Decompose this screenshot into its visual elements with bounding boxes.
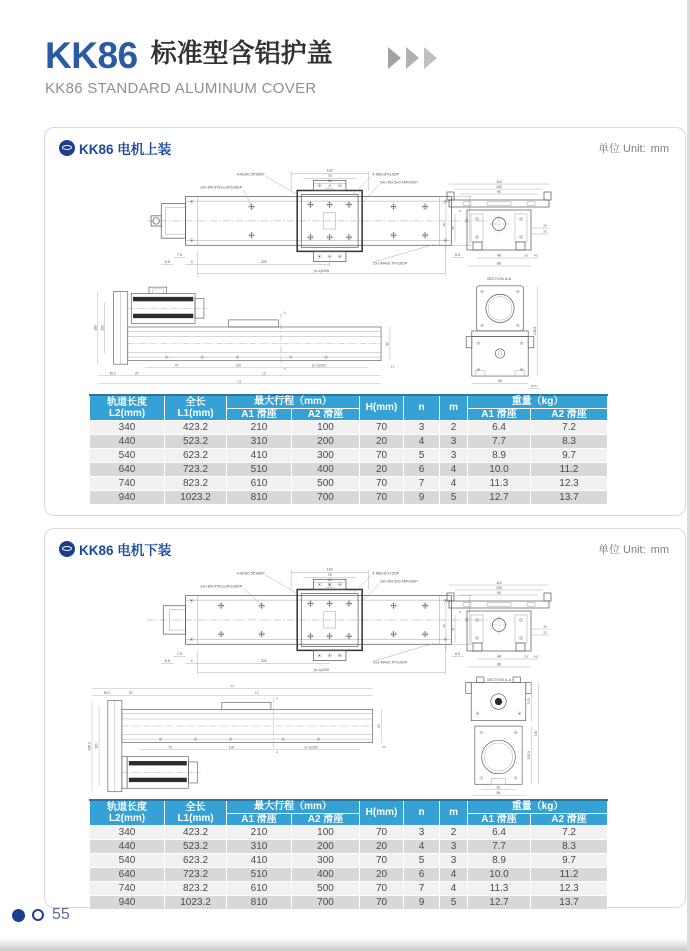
- dim-label: 100: [228, 745, 235, 750]
- end-view-drawing: [453, 677, 544, 797]
- table-row: [90, 449, 608, 463]
- brand-badge-icon: [59, 140, 75, 156]
- dim-label: 108.5: [533, 326, 538, 336]
- table-cell: 700: [292, 896, 360, 910]
- table-cell: 423.2: [165, 826, 227, 840]
- table-cell: 11.2: [531, 463, 608, 477]
- table-cell: 4: [440, 463, 468, 477]
- table-cell: 623.2: [165, 854, 227, 868]
- table-cell: 1023.2: [165, 491, 227, 505]
- table-cell: 200: [292, 435, 360, 449]
- table-cell: 3: [404, 826, 440, 840]
- dim-label: 118: [326, 567, 333, 572]
- table-cell: 5: [440, 896, 468, 910]
- dim-label: 50.2: [103, 690, 111, 695]
- dim-label: 86: [498, 379, 502, 384]
- col-header-m: m: [440, 800, 468, 826]
- section-caption: SECTION A-A: [486, 678, 512, 682]
- dim-label: 30: [543, 223, 547, 228]
- table-cell: 510: [227, 463, 292, 477]
- table-cell: 70: [360, 896, 404, 910]
- table-cell: 4: [404, 840, 440, 854]
- dim-label: 74: [465, 617, 470, 622]
- table-cell: 500: [292, 477, 360, 491]
- dim-label: 100: [496, 184, 502, 189]
- panel-motor-bottom: [44, 528, 686, 908]
- table-cell: 823.2: [165, 477, 227, 491]
- thread-spec-label: 4-M3x0.5Px6DP: [236, 571, 265, 576]
- table-cell: 940: [90, 491, 165, 505]
- table-cell: 8.3: [531, 435, 608, 449]
- table-cell: 440: [90, 840, 165, 854]
- dim-label: 31: [451, 627, 455, 631]
- dim-label: 74: [465, 218, 470, 223]
- unit-label: 单位 Unit:: [597, 143, 646, 155]
- col-header-l1: 全长 L1(mm): [165, 800, 227, 826]
- panel-header: [59, 138, 669, 158]
- table-row: [90, 435, 608, 449]
- col-header-l2: 轨道长度 L2(mm): [90, 800, 165, 826]
- dim-label: 60: [377, 724, 382, 728]
- col-header-a1: A1 滑座: [227, 813, 292, 826]
- table-row: [90, 840, 608, 854]
- table-cell: 6.4: [468, 421, 531, 435]
- table-cell: 11.2: [531, 868, 608, 882]
- dim-label: 4: [190, 260, 193, 265]
- table-cell: 100: [292, 826, 360, 840]
- table-cell: 200: [292, 840, 360, 854]
- table-cell: 9: [404, 896, 440, 910]
- table-cell: 70: [360, 826, 404, 840]
- table-cell: 210: [227, 421, 292, 435]
- dim-label: 100: [235, 363, 242, 368]
- dim-label: 30: [543, 624, 547, 629]
- section-mark: A: [283, 311, 286, 315]
- section-mark: A: [276, 751, 278, 755]
- end-view-drawing: [453, 282, 547, 393]
- dim-label: 180: [93, 325, 98, 331]
- dim-label: 46: [327, 178, 332, 183]
- panel-motor-top: [44, 127, 686, 516]
- dim-label: (n-1)x200: [313, 269, 330, 274]
- pagination-dot-outline-icon: [32, 909, 44, 921]
- title-english: KK86 STANDARD ALUMINUM COVER: [45, 80, 317, 97]
- table-cell: 8.9: [468, 449, 531, 463]
- table-cell: 500: [292, 882, 360, 896]
- dim-label: 105.5: [526, 751, 531, 760]
- title-chinese: 标准型含铝护盖: [150, 38, 333, 68]
- table-row: [90, 896, 608, 910]
- table-cell: 3: [440, 840, 468, 854]
- dim-label: 5: [459, 610, 461, 614]
- dim-label: 6.5: [454, 651, 461, 656]
- table-row: [90, 421, 608, 435]
- table-cell: 423.2: [165, 421, 227, 435]
- section-view-drawing: [443, 180, 555, 288]
- spec-table: [89, 394, 608, 505]
- table-cell: 9: [404, 491, 440, 505]
- unit-value: mm: [650, 544, 669, 556]
- table-cell: 70: [360, 854, 404, 868]
- table-cell: 70: [360, 477, 404, 491]
- col-header-a2: A2 滑座: [292, 813, 360, 826]
- table-cell: 410: [227, 449, 292, 463]
- table-cell: 210: [227, 826, 292, 840]
- table-cell: 6: [404, 463, 440, 477]
- table-cell: 440: [90, 435, 165, 449]
- dim-label: 70: [174, 363, 179, 368]
- table-cell: 13.7: [531, 896, 608, 910]
- table-cell: 723.2: [165, 868, 227, 882]
- table-cell: 3: [440, 435, 468, 449]
- table-cell: 2: [440, 421, 468, 435]
- col-header-weight-a2: A2 滑座: [531, 813, 608, 826]
- dim-label: 4.5: [533, 253, 539, 258]
- col-header-a1: A1 滑座: [227, 408, 292, 421]
- thread-spec-label: 4-M6x1Px12DP: [372, 172, 400, 177]
- table-cell: 5: [404, 854, 440, 868]
- table-cell: 400: [292, 463, 360, 477]
- table-cell: 12.7: [468, 896, 531, 910]
- table-cell: 810: [227, 491, 292, 505]
- table-cell: 400: [292, 868, 360, 882]
- table-cell: 940: [90, 896, 165, 910]
- table-cell: 640: [90, 463, 165, 477]
- table-cell: 7: [404, 882, 440, 896]
- dim-label: (n-1)x200: [313, 668, 330, 673]
- col-header-weight-group: 重量（kg）: [468, 800, 608, 813]
- table-cell: 300: [292, 449, 360, 463]
- top-view-drawing: [145, 166, 490, 286]
- panel-header: [59, 539, 669, 559]
- dim-label: 46: [327, 577, 332, 582]
- dim-label: 20: [524, 253, 528, 258]
- table-cell: 20: [360, 463, 404, 477]
- table-cell: 3: [404, 421, 440, 435]
- table-cell: 12.7: [468, 491, 531, 505]
- dim-label: L1: [237, 379, 242, 384]
- dim-label: (n-1)x100: [312, 363, 326, 368]
- dim-label: 86: [497, 662, 501, 667]
- dim-label: 7.5: [176, 651, 183, 656]
- col-header-weight-a1: A1 滑座: [468, 813, 531, 826]
- thread-spec-label: 4-M3x0.5Px6DP: [236, 172, 265, 177]
- table-cell: 10.0: [468, 463, 531, 477]
- table-cell: 300: [292, 854, 360, 868]
- unit-note: [598, 541, 669, 557]
- dim-label: 200: [260, 260, 267, 265]
- table-cell: 12.3: [531, 882, 608, 896]
- table-row: [90, 868, 608, 882]
- dim-label: 20: [134, 371, 139, 376]
- thread-spec-label: 5xn-M2.5x0.45Px6DP: [380, 579, 418, 584]
- table-row: [90, 826, 608, 840]
- table-cell: 7: [404, 477, 440, 491]
- table-cell: 12.3: [531, 477, 608, 491]
- pagination-dot-filled-icon: [12, 909, 25, 922]
- dim-label: 86: [497, 261, 501, 266]
- unit-note: [598, 140, 669, 156]
- section-caption: SECTION A-A: [486, 277, 512, 281]
- table-cell: 823.2: [165, 882, 227, 896]
- dim-label: 112: [496, 179, 502, 184]
- table-cell: 723.2: [165, 463, 227, 477]
- model-title: KK86: [45, 34, 138, 76]
- table-cell: 810: [227, 896, 292, 910]
- table-cell: 6.4: [468, 826, 531, 840]
- dim-label: 70: [168, 745, 172, 750]
- table-cell: 70: [360, 421, 404, 435]
- table-cell: 610: [227, 477, 292, 491]
- dim-label: 200: [260, 659, 267, 664]
- dim-label: 48: [442, 223, 446, 227]
- col-header-weight-a2: A2 滑座: [531, 408, 608, 421]
- table-cell: 4: [440, 868, 468, 882]
- section-mark: A: [276, 697, 278, 701]
- dim-label: 100: [94, 743, 99, 749]
- side-view-drawing: [87, 286, 397, 391]
- table-cell: 540: [90, 854, 165, 868]
- dim-label: L2: [262, 371, 266, 376]
- col-header-a2: A2 滑座: [292, 408, 360, 421]
- table-cell: 340: [90, 421, 165, 435]
- dim-label: 48: [442, 624, 446, 628]
- table-cell: 2: [440, 826, 468, 840]
- top-view-drawing: [145, 565, 490, 685]
- table-row: [90, 854, 608, 868]
- dim-label: 100: [496, 585, 502, 590]
- side-view-drawing: [81, 683, 389, 797]
- decorative-arrows: [388, 47, 437, 69]
- dim-label: 118: [326, 168, 333, 173]
- table-cell: 4: [440, 477, 468, 491]
- table-cell: 11.3: [468, 882, 531, 896]
- dim-label: L1: [230, 683, 235, 688]
- table-cell: 70: [360, 882, 404, 896]
- table-cell: 70: [360, 491, 404, 505]
- table-cell: 7.7: [468, 840, 531, 854]
- page-header: [45, 33, 333, 97]
- dim-label: 6.5: [164, 260, 170, 265]
- table-cell: 6: [404, 868, 440, 882]
- table-cell: 610: [227, 882, 292, 896]
- spec-table: [89, 799, 608, 910]
- table-cell: 4: [404, 435, 440, 449]
- dim-label: 185.2: [87, 742, 92, 751]
- table-cell: 640: [90, 868, 165, 882]
- unit-value: mm: [650, 143, 669, 155]
- table-cell: 10.0: [468, 868, 531, 882]
- table-cell: 510: [227, 868, 292, 882]
- table-cell: 4: [440, 882, 468, 896]
- thread-spec-label: 2xn-Ø4.07thru,Ø11x6DP: [200, 584, 243, 589]
- dim-label: 86: [496, 790, 501, 795]
- dim-label: 4: [190, 659, 193, 664]
- dim-label: 4.5: [533, 654, 539, 659]
- panel-title: KK86 电机下装: [79, 543, 172, 558]
- page-number: 55: [52, 906, 70, 923]
- dim-label: 3.5: [390, 365, 395, 369]
- table-cell: 523.2: [165, 840, 227, 854]
- dim-label: 7.5: [176, 252, 183, 257]
- brand-badge-icon: [59, 541, 75, 557]
- table-cell: 7.2: [531, 421, 608, 435]
- col-header-h: H(mm): [360, 395, 404, 421]
- table-cell: 340: [90, 826, 165, 840]
- dim-label: (n-1)x100: [304, 745, 319, 750]
- dim-label: 25: [543, 630, 547, 635]
- dim-label: 20: [524, 654, 528, 659]
- table-cell: 13.7: [531, 491, 608, 505]
- dim-label: L2: [255, 690, 259, 695]
- table-cell: 20: [360, 435, 404, 449]
- dim-label: 48: [497, 654, 501, 659]
- col-header-l2: 轨道长度 L2(mm): [90, 395, 165, 421]
- dim-label: 90: [497, 590, 501, 595]
- table-cell: 8.9: [468, 854, 531, 868]
- dim-label: 48: [497, 253, 501, 258]
- dim-label: 112: [496, 580, 502, 585]
- dim-label: 25: [543, 229, 547, 234]
- table-cell: 410: [227, 854, 292, 868]
- thread-spec-label: 2x2-M4x0.7Px10DP: [373, 261, 408, 266]
- dim-label: 5: [459, 209, 461, 213]
- col-header-stroke-group: 最大行程（mm）: [227, 395, 360, 408]
- dim-label: 75: [327, 173, 332, 178]
- table-cell: 100: [292, 421, 360, 435]
- table-cell: 310: [227, 840, 292, 854]
- table-cell: 700: [292, 491, 360, 505]
- table-cell: 20: [360, 840, 404, 854]
- table-cell: 3: [440, 449, 468, 463]
- table-cell: 9.7: [531, 854, 608, 868]
- col-header-weight-a1: A1 滑座: [468, 408, 531, 421]
- col-header-n: n: [404, 395, 440, 421]
- dim-label: 50.2: [109, 371, 116, 376]
- dim-label: 20: [128, 690, 133, 695]
- dim-label: 75: [327, 572, 332, 577]
- table-cell: 11.3: [468, 477, 531, 491]
- table-cell: 20: [360, 868, 404, 882]
- arrow-right-icon: [424, 47, 437, 69]
- section-mark: A: [283, 367, 286, 371]
- col-header-m: m: [440, 395, 468, 421]
- table-cell: 623.2: [165, 449, 227, 463]
- table-cell: 8.3: [531, 840, 608, 854]
- col-header-h: H(mm): [360, 800, 404, 826]
- dim-label: 180: [534, 730, 539, 737]
- thread-spec-label: 4-M6x1Px12DP: [372, 571, 400, 576]
- dim-label: 6.5: [454, 252, 461, 257]
- table-cell: 7.2: [531, 826, 608, 840]
- unit-label: 单位 Unit:: [597, 544, 646, 556]
- panel-title: KK86 电机上装: [79, 142, 172, 157]
- table-cell: 540: [90, 449, 165, 463]
- dim-label: 6.5: [164, 659, 170, 664]
- table-cell: 3: [440, 854, 468, 868]
- table-cell: 7.7: [468, 435, 531, 449]
- table-cell: 5: [440, 491, 468, 505]
- table-cell: 740: [90, 477, 165, 491]
- col-header-stroke-group: 最大行程（mm）: [227, 800, 360, 813]
- table-cell: 9.7: [531, 449, 608, 463]
- thread-spec-label: 2x2-M4x0.7Px10DP: [373, 660, 408, 665]
- col-header-n: n: [404, 800, 440, 826]
- dim-label: 10.5: [531, 383, 537, 388]
- dim-label: 3.5: [382, 745, 386, 749]
- table-cell: 310: [227, 435, 292, 449]
- table-row: [90, 491, 608, 505]
- table-cell: 70: [360, 449, 404, 463]
- table-cell: 523.2: [165, 435, 227, 449]
- dim-label: 8: [328, 183, 331, 188]
- dim-label: 62: [496, 785, 501, 790]
- arrow-right-icon: [388, 47, 401, 69]
- table-row: [90, 463, 608, 477]
- arrow-right-icon: [406, 47, 419, 69]
- table-row: [90, 477, 608, 491]
- col-header-l1: 全长 L1(mm): [165, 395, 227, 421]
- thread-spec-label: 2xn-Ø4.07thru,Ø11x6DP: [200, 185, 243, 190]
- col-header-weight-group: 重量（kg）: [468, 395, 608, 408]
- table-cell: 5: [404, 449, 440, 463]
- table-cell: 740: [90, 882, 165, 896]
- dim-label: 8: [328, 582, 331, 587]
- dim-label: 60: [385, 342, 390, 346]
- dim-label: 100: [100, 325, 105, 331]
- page-footer: [12, 906, 70, 924]
- table-row: [90, 882, 608, 896]
- page-edge-shadow: [0, 938, 690, 951]
- dim-label: 90: [497, 189, 501, 194]
- table-cell: 1023.2: [165, 896, 227, 910]
- dim-label: 31: [451, 226, 455, 230]
- thread-spec-label: 5xn-M2.5x0.45Px6DP: [380, 180, 418, 185]
- dim-label: 74.5: [526, 698, 531, 705]
- section-view-drawing: [443, 581, 555, 689]
